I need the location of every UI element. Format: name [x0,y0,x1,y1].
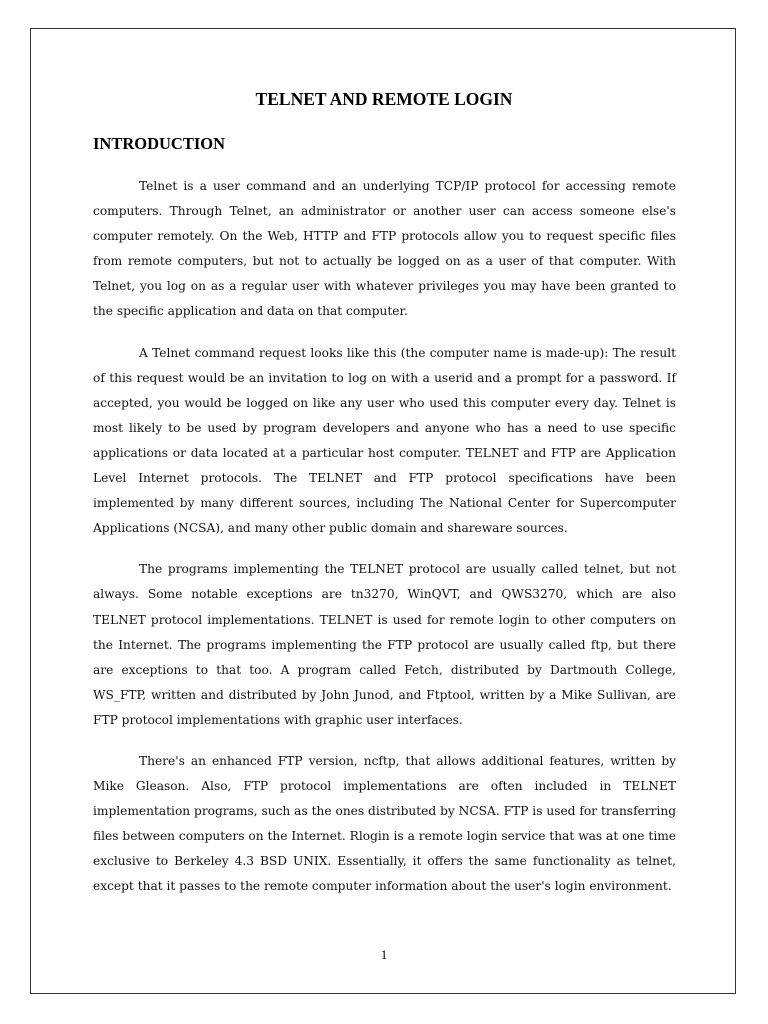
document-title: TELNET AND REMOTE LOGIN [255,89,513,109]
paragraph: There's an enhanced FTP version, ncftp, that allows additional features, written by Mike Gleason. Also, FTP protocol implementations are often included in TELNET implementation programs, such as the ones distributed by NCSA. FTP is used for transferring files between computers on the Internet. Rlogin is a remote login service that was at one time exclusive to Berkeley 4.3 BSD UNIX. Essentially, it offers the same functionality as telnet, except that it passes to the remote computer information about the user's login environment. [93,753,676,894]
page-number: 1 [380,947,388,962]
section-heading: INTRODUCTION [93,134,226,153]
paragraph: Telnet is a user command and an underlying TCP/IP protocol for accessing remote computers. Through Telnet, an administrator or another user can access someone else's computer remotely. On the Web, HTTP and FTP protocols allow you to request specific files from remote computers, but not to actually be logged on as a user of that computer. With Telnet, you log on as a regular user with whatever privileges you may have been granted to the specific application and data on that computer. [93,179,676,319]
body-text [93,174,676,916]
document-page [30,28,736,994]
paragraph: A Telnet command request looks like this (the computer name is made-up): The result of this request would be an invitation to log on with a userid and a prompt for a password. If accepted, you would be logged on like any user who used this computer every day. Telnet is most likely to be used by program developers and anyone who has a need to use specific applications or data located at a particular host computer. TELNET and FTP are Application Level Internet protocols. The TELNET and FTP protocol specifications have been implemented by many different sources, including The National Center for Supercomputer Applications (NCSA), and many other public domain and shareware sources. [93,345,676,536]
paragraph: The programs implementing the TELNET protocol are usually called telnet, but not always. Some notable exceptions are tn3270, WinQVT, and QWS3270, which are also TELNET protocol implementations. TELNET is used for remote login to other computers on the Internet. The programs implementing the FTP protocol are usually called ftp, but there are exceptions to that too. A program called Fetch, distributed by Dartmouth College, WS_FTP, written and distributed by John Junod, and Ftptool, written by a Mike Sullivan, are FTP protocol implementations with graphic user interfaces. [93,562,676,727]
